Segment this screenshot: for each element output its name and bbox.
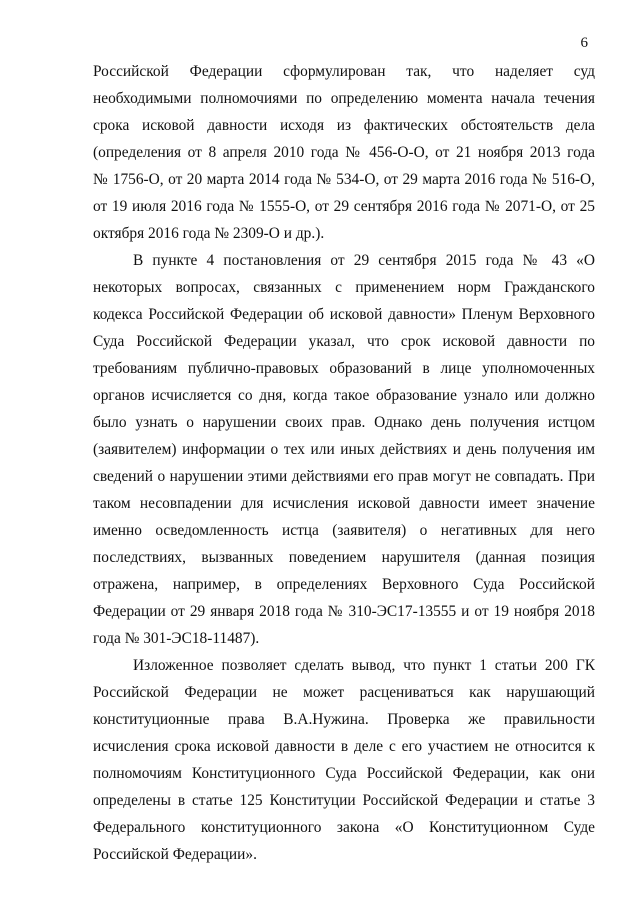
paragraph-2-line-1: В пункте 4 постановления от 29 сентября 2015 года № 43 «О [133,252,595,269]
paragraph-2-line-8: (заявителем) информации о тех или иных действиях и день получения им [93,441,595,458]
paragraph-3-line-6: определены в статье 125 Конституции Российской Федерации и статье 3 [93,792,595,809]
paragraph-2-line-15: года № 301-ЭС18-11487). [93,630,260,647]
paragraph-3-line-2: Российской Федерации не может расцениваться как нарушающий [93,684,595,701]
paragraph-3 [93,652,595,868]
paragraph-1-line-4: (определения от 8 апреля 2010 года № 456-О-О, от 21 ноября 2013 года [93,144,595,161]
paragraph-3-line-5: полномочиям Конституционного Суда Российской Федерации, как они [93,765,595,782]
paragraph-2-line-14: Федерации от 29 января 2018 года № 310-ЭС17-13555 и от 19 ноября 2018 [93,603,595,620]
paragraph-3-line-4: исчисления срока исковой давности в деле с его участием не относится к [93,738,595,755]
paragraph-2-line-3: кодекса Российской Федерации об исковой давности» Пленум Верховного [93,306,595,323]
paragraph-2-line-4: Суда Российской Федерации указал, что срок исковой давности по [93,333,595,350]
paragraph-1-line-6: от 19 июля 2016 года № 1555-О, от 29 сентября 2016 года № 2071-О, от 25 [93,198,595,215]
paragraph-3-line-7: Федерального конституционного закона «О Конституционном Суде [93,819,595,836]
paragraph-2-line-7: было узнать о нарушении своих прав. Однако день получения истцом [93,414,595,431]
paragraph-3-line-1: Изложенное позволяет сделать вывод, что пункт 1 статьи 200 ГК [133,657,595,674]
paragraph-2-line-13: отражена, например, в определениях Верховного Суда Российской [93,576,595,593]
paragraph-2-line-12: последствиях, вызванных поведением нарушителя (данная позиция [93,549,595,566]
paragraph-2 [93,247,595,652]
paragraph-1-line-7: октября 2016 года № 2309-О и др.). [93,225,325,242]
paragraph-1-line-3: срока исковой давности исходя из фактических обстоятельств дела [93,117,595,134]
paragraph-1-line-5: № 1756-О, от 20 марта 2014 года № 534-О, от 29 марта 2016 года № 516-О, [93,171,595,188]
paragraph-2-line-6: органов исчисляется со дня, когда такое образование узнало или должно [93,387,595,404]
document-body [93,58,595,868]
paragraph-2-line-11: именно осведомленность истца (заявителя) о негативных для него [93,522,595,539]
paragraph-3-line-8: Российской Федерации». [93,846,257,863]
paragraph-3-line-3: конституционные права В.А.Нужина. Проверка же правильности [93,711,595,728]
paragraph-2-line-9: сведений о нарушении этими действиями его прав могут не совпадать. При [93,468,595,485]
paragraph-2-line-2: некоторых вопросах, связанных с применением норм Гражданского [93,279,595,296]
paragraph-1 [93,58,595,247]
paragraph-1-line-2: необходимыми полномочиями по определению момента начала течения [93,90,595,107]
paragraph-1-line-1: Российской Федерации сформулирован так, что наделяет суд [93,63,595,80]
paragraph-2-line-10: таком несовпадении для исчисления исковой давности имеет значение [93,495,595,512]
paragraph-2-line-5: требованиям публично-правовых образований в лице уполномоченных [93,360,595,377]
page-number: 6 [580,35,588,51]
